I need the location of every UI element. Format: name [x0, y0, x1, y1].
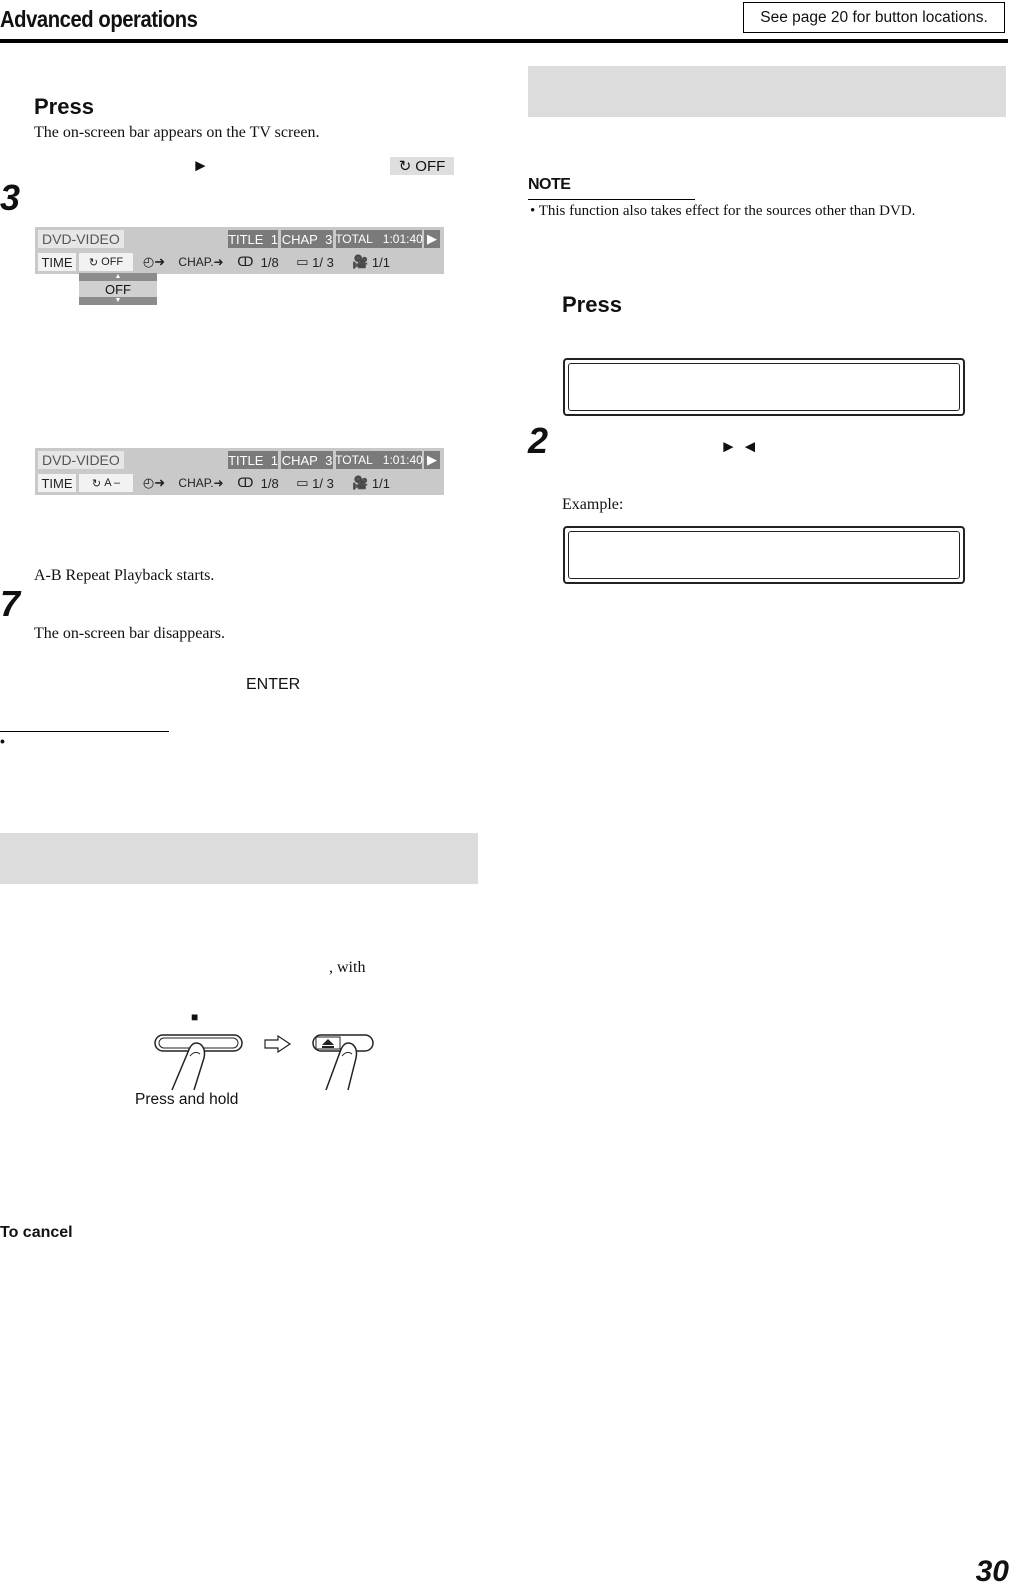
clock-arrow-icon: ◴➜	[142, 475, 166, 490]
cursor-arrows-icon: ► ◄	[720, 437, 759, 456]
finger-icon	[326, 1043, 357, 1090]
step-number-2: 2	[528, 420, 549, 461]
audio-icon: ↀ	[237, 254, 254, 269]
osd-time: TIME	[38, 474, 76, 492]
section-heading-panel	[528, 66, 1006, 117]
header-rule	[0, 39, 1008, 43]
note-rule	[0, 731, 169, 732]
osd-chap-label: CHAP 3	[281, 231, 333, 247]
display-window-1	[563, 358, 965, 416]
finger-icon	[172, 1043, 205, 1090]
press-heading: Press	[34, 94, 94, 119]
step-number-7: 7	[0, 583, 21, 624]
osd-repeat: ↻ OFF	[79, 253, 133, 271]
osd-subtitle: ▭ 1/ 3	[296, 475, 334, 491]
osd-subtitle: ▭ 1/ 3	[296, 254, 334, 270]
camera-icon: 🎥	[352, 475, 369, 490]
repeat-off-indicator	[390, 157, 454, 175]
osd-disappears-text: The on-screen bar disappears.	[34, 625, 226, 642]
eject-icon	[322, 1039, 334, 1045]
note-bullet: •	[0, 733, 5, 749]
osd-time: TIME	[38, 253, 76, 271]
subtitle-icon: ▭	[296, 475, 309, 490]
stop-icon: ■	[191, 1010, 199, 1024]
enter-button-label: ENTER	[246, 676, 301, 693]
repeat-icon: ↻	[398, 158, 412, 175]
osd-chap-search: CHAP.➜	[178, 476, 224, 490]
clock-arrow-icon: ◴➜	[142, 254, 166, 269]
osd-chap-label: CHAP 3	[281, 452, 333, 468]
osd-repeat: ↻ A –	[79, 474, 133, 492]
osd-audio: ↀ 1/8	[237, 254, 279, 270]
note-heading: NOTE	[528, 176, 571, 193]
example-label: Example:	[562, 496, 624, 513]
osd-source: DVD-VIDEO	[38, 230, 124, 248]
display-window-inner	[568, 363, 960, 411]
note-rule	[528, 199, 695, 200]
repeat-off-label: OFF	[415, 157, 446, 175]
osd-audio: ↀ 1/8	[237, 475, 279, 491]
osd-appears-text: The on-screen bar appears on the TV screen.	[34, 124, 320, 141]
osd-total: TOTAL 1:01:40	[335, 453, 423, 467]
osd-angle: 🎥 1/1	[352, 475, 390, 491]
osd-total: TOTAL 1:01:40	[335, 232, 423, 246]
display-window-2	[563, 526, 965, 584]
down-arrow-icon: ▼	[79, 297, 157, 305]
up-arrow-icon: ▲	[79, 273, 157, 281]
section-heading-panel	[0, 833, 478, 884]
on-screen-bar-2	[35, 448, 444, 495]
repeat-icon: ↻	[88, 256, 99, 269]
button-location-reference: See page 20 for button locations.	[743, 2, 1005, 33]
press-heading: Press	[562, 292, 622, 317]
step-number-3: 3	[0, 177, 21, 218]
osd-angle: 🎥 1/1	[352, 254, 390, 270]
right-arrow-icon: ►	[192, 156, 209, 175]
display-window-inner	[568, 531, 960, 579]
press-and-hold-caption: Press and hold	[135, 1091, 239, 1108]
osd-title-label: TITLE 1	[228, 452, 278, 468]
on-screen-bar-1	[35, 227, 444, 274]
repeat-dropdown	[79, 273, 157, 305]
section-title: Advanced operations	[0, 6, 198, 32]
osd-source: DVD-VIDEO	[38, 451, 124, 469]
note-text: • This function also takes effect for the sources other than DVD.	[530, 203, 916, 219]
camera-icon: 🎥	[352, 254, 369, 269]
osd-chap-search: CHAP.➜	[178, 255, 224, 269]
audio-icon: ↀ	[237, 475, 254, 490]
osd-title-label: TITLE 1	[228, 231, 278, 247]
page-number: 30	[975, 1555, 1009, 1588]
osd-play-icon: ▶	[424, 230, 440, 248]
right-outline-arrow-icon	[265, 1036, 290, 1052]
ab-repeat-starts-text: A-B Repeat Playback starts.	[34, 567, 215, 584]
press-and-hold-illustration	[150, 1026, 380, 1096]
dropdown-value: OFF	[79, 281, 157, 297]
with-text: , with	[329, 959, 366, 976]
to-cancel-heading: To cancel	[0, 1224, 73, 1241]
subtitle-icon: ▭	[296, 254, 309, 269]
osd-play-icon: ▶	[424, 451, 440, 469]
repeat-icon: ↻	[91, 477, 102, 490]
